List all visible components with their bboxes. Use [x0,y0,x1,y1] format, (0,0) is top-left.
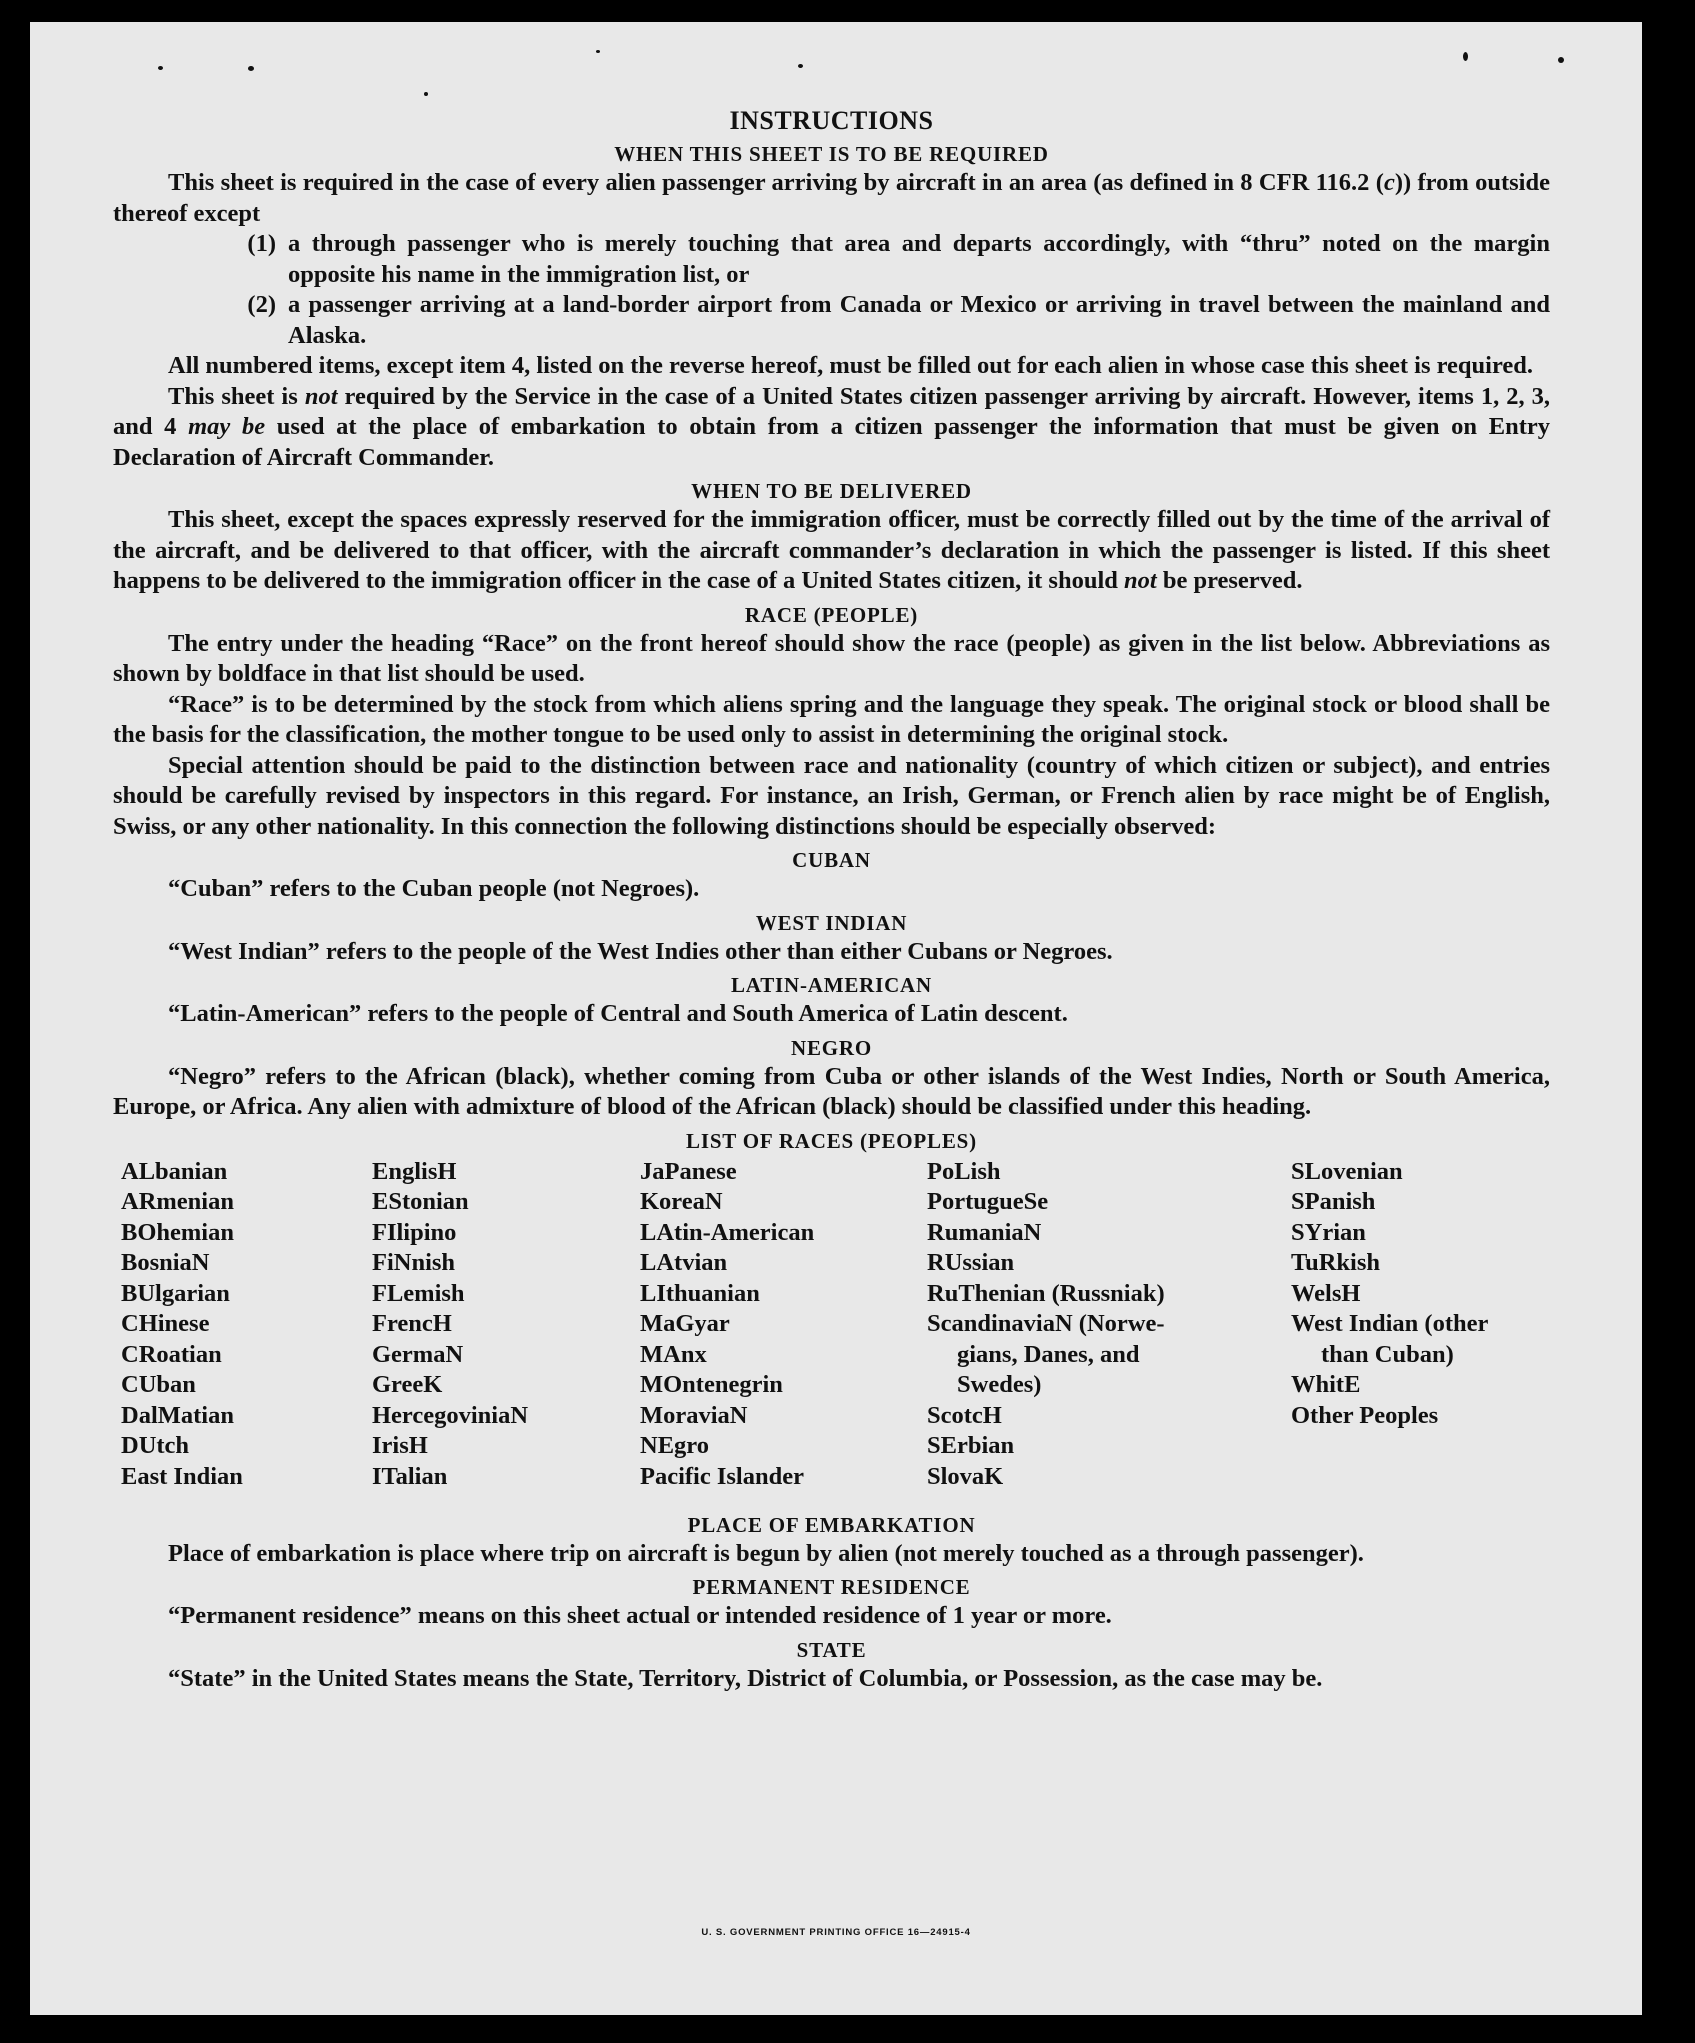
race-list-item: BosniaN [121,1249,210,1276]
race-column-4 [927,1157,1165,1493]
section-heading-latin-american: LATIN-AMERICAN [731,973,932,997]
paragraph-west-indian: “West Indian” refers to the people of the West Indies other than either Cubans or Negroes. [168,937,1113,965]
race-list-item: SPanish [1291,1188,1376,1215]
speck [798,64,803,68]
speck [424,92,428,96]
text: may be [188,413,266,440]
document-page [30,22,1642,2015]
paragraph-race-nationality: Special attention should be paid to the distinction between race and nationality (country of which citizen or subject), and entries should be carefully revised by inspectors in this regard. For instance, an Irish, German, or French alien by race might be of English, Swiss, or any other nationality. In this connection the following distinctions should be especially observed: [113,751,1550,840]
text: not [1124,567,1157,594]
section-heading-state: STATE [796,1637,867,1662]
speck [596,50,600,53]
section-heading-negro: NEGRO [790,1035,872,1060]
race-list-item: GermaN [372,1340,464,1368]
text: be preserved. [1156,567,1303,594]
section-heading-list-of-races: LIST OF RACES (PEOPLES) [686,1128,977,1153]
race-list-item: PortugueSe [927,1188,1049,1215]
race-list-item: NEgro [640,1432,709,1459]
race-list-item: FiNnish [372,1249,456,1276]
speck [1558,57,1564,63]
race-list-item: KoreaN [640,1188,723,1215]
paragraph-cuban: “Cuban” refers to the Cuban people (not Negroes). [168,875,700,902]
race-list-item: SYrian [1291,1218,1366,1246]
race-list-item: SlovaK [927,1462,1004,1490]
race-list-item: RUssian [927,1249,1015,1276]
item-text: a passenger arriving at a land-border airport from Canada or Mexico or arriving in travel between the mainland and Alaska. [288,291,1550,349]
race-list-item: DUtch [121,1432,190,1459]
section-heading-embarkation: PLACE OF EMBARKATION [687,1512,976,1537]
race-list [113,1157,1550,1507]
race-list-item: WelsH [1291,1279,1361,1307]
race-list-item: IrisH [372,1432,428,1459]
race-list-item: CHinese [121,1310,210,1337]
race-list-item: RumaniaN [927,1218,1042,1246]
race-list-item: gians, Danes, and [957,1340,1140,1368]
race-list-item: FIlipino [372,1218,457,1246]
paragraph-negro: “Negro” refers to the African (black), whether coming from Cuba or other islands of the West Indies, North or South America, Europe, or Africa. Any alien with admixture of blood of the African (black) should be classified under this heading. [113,1062,1550,1120]
race-list-item: LIthuanian [640,1279,760,1307]
race-list-item: FrencH [372,1310,452,1337]
text: not [304,382,338,410]
text: c [1383,169,1395,196]
race-list-item: West Indian (other [1291,1310,1489,1337]
paragraph-state: “State” in the United States means the State, Territory, District of Columbia, or Possession, as the case may be. [168,1664,1323,1692]
race-list-item: FLemish [372,1279,465,1307]
section-heading-required: WHEN THIS SHEET IS TO BE REQUIRED [614,142,1049,166]
text: used at the place of embarkation to obtain from a citizen passenger the information that must be given on Entry Declaration of Aircraft Commander. [113,413,1550,471]
race-list-item: Other Peoples [1291,1401,1439,1429]
text: This sheet is required in the case of every alien passenger arriving by aircraft in an area (as defined in 8 CFR 116.2 ( [168,169,1384,196]
race-list-item: ScandinaviaN (Norwe- [927,1310,1165,1337]
text: This sheet, except the spaces expressly reserved for the immigration officer, must be correctly filled out by the time of the arrival of the aircraft, and be delivered to that officer, with the aircraft commander’s declaration in which the passenger is listed. If this sheet happens to be delivered to the immigration officer in the case of a United States citizen, it should [113,506,1550,594]
race-list-item: MoraviaN [640,1401,748,1429]
printing-office-footer: U. S. GOVERNMENT PRINTING OFFICE 16—24915-4 [701,1927,971,1938]
section-heading-cuban: CUBAN [792,848,871,872]
instructions-content [113,106,1550,1694]
text: )) from outside thereof except [113,169,1550,227]
race-list-item: BUlgarian [121,1279,230,1307]
race-list-item: LAtin-American [640,1218,815,1246]
exception-item-1 [113,229,1550,290]
race-list-item: MAnx [640,1340,707,1368]
race-list-item: BOhemian [121,1218,234,1246]
paragraph-latin-american: “Latin-American” refers to the people of Central and South America of Latin descent. [168,1000,1068,1027]
section-heading-delivered: WHEN TO BE DELIVERED [691,479,972,503]
item-text: a through passenger who is merely touching that area and departs accordingly, with “thru” noted on the margin opposite his name in the immigration list, or [288,230,1550,288]
race-list-item: Swedes) [957,1371,1042,1398]
paragraph-citizen [113,382,1550,474]
text: This sheet is [168,382,305,410]
race-list-item: than Cuban) [1321,1340,1454,1368]
exception-item-2 [113,290,1550,351]
race-list-item: MaGyar [640,1310,730,1337]
section-heading-race: RACE (PEOPLE) [744,602,919,627]
item-number: (2) [247,291,276,318]
paragraph-residence: “Permanent residence” means on this sheet actual or intended residence of 1 year or more. [168,1602,1112,1629]
race-list-item: DalMatian [121,1401,234,1429]
race-list-item: CUban [121,1371,196,1398]
text: required by the Service in the case of a United States citizen passenger arriving by aircraft. However, items 1, 2, 3, and 4 [113,382,1551,440]
race-list-item: MOntenegrin [640,1371,783,1398]
race-list-item: WhitE [1291,1371,1361,1398]
race-list-item: ARmenian [121,1188,234,1215]
race-list-item: SLovenian [1291,1157,1403,1185]
race-list-item: TuRkish [1291,1249,1381,1276]
race-list-item: RuThenian (Russniak) [927,1279,1165,1307]
item-number: (1) [247,230,276,257]
race-column-3 [640,1157,814,1493]
race-column-5 [1291,1157,1488,1432]
section-heading-west-indian: WEST INDIAN [755,910,908,935]
race-list-item: ITalian [372,1462,448,1490]
page-title: INSTRUCTIONS [729,106,934,135]
speck [158,66,163,70]
speck [1463,52,1468,61]
paragraph-numbered-items: All numbered items, except item 4, listed on the reverse hereof, must be filled out for each alien in whose case this sheet is required. [168,352,1534,379]
paragraph-race-entry: The entry under the heading “Race” on the front hereof should show the race (people) as given in the list below. Abbreviations as shown by boldface in that list should be used. [113,629,1550,687]
race-list-item: EStonian [372,1188,469,1215]
paragraph-race-stock: “Race” is to be determined by the stock from which aliens spring and the language they speak. The original stock or blood shall be the basis for the classification, the mother tongue to be used only to assist in determining the original stock. [113,690,1550,748]
section-heading-residence: PERMANENT RESIDENCE [692,1575,971,1599]
paragraph-delivered [113,505,1550,597]
race-list-item: LAtvian [640,1249,728,1276]
speck [248,66,254,71]
race-list-item: ALbanian [121,1157,228,1185]
race-list-item: HercegoviniaN [372,1401,529,1429]
race-list-item: ScotcH [927,1401,1002,1429]
race-list-item: GreeK [372,1371,443,1398]
race-column-1 [121,1157,243,1493]
race-list-item: EnglisH [372,1157,457,1185]
race-list-item: SErbian [927,1432,1015,1459]
race-list-item: East Indian [121,1462,243,1490]
race-column-2 [372,1157,528,1493]
paragraph-embarkation: Place of embarkation is place where trip on aircraft is begun by alien (not merely touched as a through passenger). [168,1539,1364,1567]
race-list-item: Pacific Islander [640,1462,804,1490]
race-list-item: CRoatian [121,1340,222,1368]
race-list-item: JaPanese [640,1157,737,1185]
paragraph-required-intro [113,168,1550,229]
race-list-item: PoLish [927,1157,1001,1185]
